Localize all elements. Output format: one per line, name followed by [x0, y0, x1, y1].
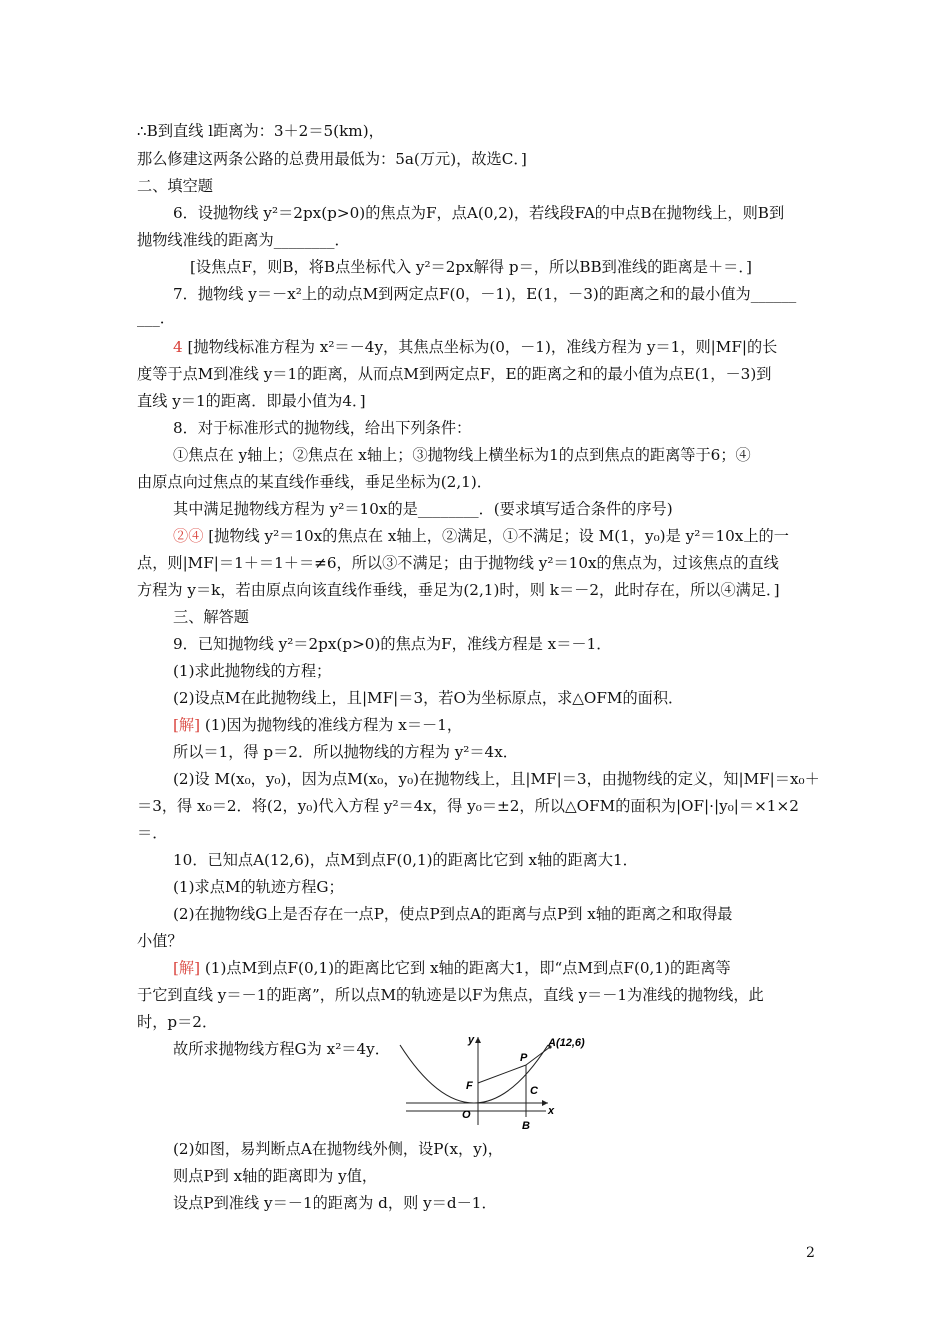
solution-6: [设焦点F，则B，将B点坐标代入 y²＝2px解得 p＝，所以BB到准线的距离是＋＝．] [190, 258, 752, 276]
text-line: 度等于点M到准线 y＝1的距离，从而点M到两定点F，E的距离之和的最小值为点E(1，－3)到 [137, 365, 772, 383]
text-line: (2)设点M在此抛物线上，且|MF|＝3，若O为坐标原点，求△OFM的面积． [173, 689, 684, 707]
jie-label: [解] [173, 959, 201, 977]
label-P: P [520, 1052, 528, 1064]
section-heading: 二、填空题 [137, 177, 213, 195]
text-line: 于它到直线 y＝－1的距离”，所以点M的轨迹是以F为焦点，直线 y＝－1为准线的抛物线，此 [137, 986, 764, 1004]
label-A: A(12,6) [548, 1037, 585, 1049]
text-line: (1)求此抛物线的方程； [173, 662, 332, 680]
answer-q7: 4 [173, 338, 183, 356]
text-line: 其中满足抛物线方程为 y²＝10x的是________．(要求填写适合条件的序号) [173, 500, 673, 518]
text-line: (1)求点M的轨迹方程G； [173, 878, 344, 896]
text-line: ①焦点在 y轴上；②焦点在 x轴上；③抛物线上横坐标为1的点到焦点的距离等于6；④ [173, 446, 751, 464]
label-O: O [462, 1109, 471, 1121]
page-number: 2 [806, 1245, 815, 1261]
question-7: 7．抛物线 y＝－x²上的动点M到两定点F(0，－1)，E(1，－3)的距离之和的最小值为______ [173, 285, 797, 303]
text-line: 抛物线准线的距离为________． [137, 231, 350, 249]
text-line: (2)在抛物线G上是否存在一点P，使点P到点A的距离与点P到 x轴的距离之和取得最 [173, 905, 733, 923]
label-F: F [466, 1080, 473, 1092]
solution-9: (1)因为抛物线的准线方程为 x＝－1， [204, 716, 463, 734]
answer-q8: ②④ [173, 527, 204, 545]
question-6: 6．设抛物线 y²＝2px(p>0)的焦点为F，点A(0,2)，若线段FA的中点B在抛物线上，则B到 [173, 204, 785, 222]
label-C: C [530, 1085, 538, 1097]
y-axis-arrow [475, 1037, 481, 1043]
label-x: x [548, 1105, 555, 1117]
text-line: 则点P到 x轴的距离即为 y值， [173, 1167, 378, 1185]
text-line: ___． [137, 309, 175, 327]
text-line: 小值？ [137, 932, 183, 950]
text-line: 由原点向过焦点的某直线作垂线，垂足坐标为(2,1)． [137, 473, 492, 491]
section-heading: 三、解答题 [173, 608, 249, 626]
text-line: ＝． [137, 824, 168, 842]
question-8: 8．对于标准形式的抛物线，给出下列条件： [173, 419, 472, 437]
label-y: y [468, 1034, 475, 1046]
text-line: 所以＝1，得 p＝2．所以抛物线的方程为 y²＝4x． [173, 743, 518, 761]
solution-8: [抛物线 y²＝10x的焦点在 x轴上，②满足，①不满足；设 M(1，y₀)是 y²＝10x上的一 [208, 527, 789, 545]
text-line: ＝3，得 x₀＝2．将(2，y₀)代入方程 y²＝4x，得 y₀＝±2，所以△OFM的面积为|OF|·|y₀|＝×1×2 [137, 797, 799, 815]
text-line: 故所求抛物线方程G为 x²＝4y． [173, 1040, 390, 1058]
segment-FP [478, 1065, 526, 1083]
segment-PA [526, 1047, 550, 1065]
text-line: 直线 y＝1的距离．即最小值为4．] [137, 392, 366, 410]
text-line: 方程为 y＝k，若由原点向该直线作垂线，垂足为(2,1)时，则 k＝－2，此时存在，所以④满足．] [137, 581, 780, 599]
text-line: 那么修建这两条公路的总费用最低为：5a(万元)，故选C．] [137, 150, 527, 168]
text-line: 时，p＝2． [137, 1013, 218, 1031]
solution-10: (1)点M到点F(0,1)的距离比它到 x轴的距离大1，即“点M到点F(0,1)的距离等 [204, 959, 731, 977]
question-9: 9．已知抛物线 y²＝2px(p>0)的焦点为F，准线方程是 x＝－1． [173, 635, 612, 653]
text-line: ∴B到直线 l距离为：3＋2＝5(km)， [137, 122, 384, 140]
text-line: 点，则|MF|＝1＋＝1＋＝≠6，所以③不满足；由于抛物线 y²＝10x的焦点为，过该焦点的直线 [137, 554, 779, 572]
parabola-figure [398, 1033, 598, 1129]
solution-7: [抛物线标准方程为 x²＝－4y，其焦点坐标为(0，－1)，准线方程为 y＝1，则|MF|的长 [187, 338, 778, 356]
text-line: (2)设 M(x₀，y₀)，因为点M(x₀，y₀)在抛物线上，且|MF|＝3，由抛物线的定义，知|MF|＝x₀＋ [173, 770, 820, 788]
jie-label: [解] [173, 716, 201, 734]
label-B: B [522, 1120, 530, 1129]
question-10: 10．已知点A(12,6)，点M到点F(0,1)的距离比它到 x轴的距离大1． [173, 851, 638, 869]
text-line: 设点P到准线 y＝－1的距离为 d，则 y＝d－1． [173, 1194, 497, 1212]
text-line: (2)如图，易判断点A在抛物线外侧，设P(x，y)， [173, 1140, 503, 1158]
